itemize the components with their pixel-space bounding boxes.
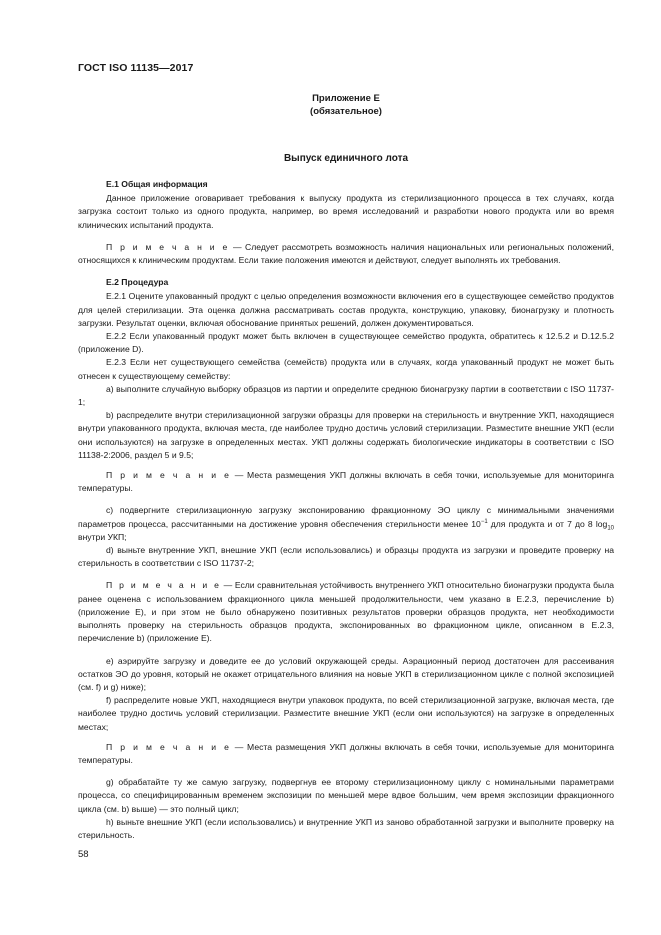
paragraph-e23: E.2.3 Если нет существующего семейства (семейств) продукта или в случаях, когда упакованный продукт не может быть отнесен к существующему семейству: <box>78 357 614 381</box>
item-f: f) распределите новые УКП, находящиеся внутри упаковок продукта, по всей стерилизационной загрузке, включая места, где наиболее трудно достичь условий стерилизации. Разместите внешние УКП (если они используются) на загрузке в определенных местах; <box>78 695 614 732</box>
section-e2-heading: E.2 Процедура <box>106 277 169 288</box>
note-1-text: — Следует рассмотреть возможность наличия национальных или региональных положений, относящихся к клиническим продуктам. Если такие положения имеются и действуют, следует выполнять их требования. <box>78 241 614 266</box>
note-label: П р и м е ч а н и е <box>106 741 232 752</box>
item-c-part-3: внутри УКП; <box>78 531 127 542</box>
paragraph-e22: E.2.2 Если упакованный продукт может быть включен в существующее семейство продукта, обратитесь к 12.5.2 и D.12.5.2 (приложение D). <box>78 331 614 355</box>
annex-heading <box>78 92 614 118</box>
item-e: e) аэрируйте загрузку и доведите ее до условий окружающей среды. Аэрационный период достаточен для рассеивания остатков ЭО до уровня, который не окажет отрицательного влияния на новые УКП в стерилизационном цикле с полной экспозицией (см. f) и g) ниже); <box>78 655 614 692</box>
note-label: П р и м е ч а н и е <box>106 241 230 252</box>
note-2-text: — Места размещения УКП должны включать в себя точки, используемые для мониторинга температуры. <box>78 470 614 494</box>
document-header: ГОСТ ISO 11135—2017 <box>78 62 194 74</box>
note-3-text: — Если сравнительная устойчивость внутреннего УКП относительно бионагрузки продукта была ранее оценена с использованием фракционного цикла меньшей продолжительности, чем указано в E.2.3, перечисление b) (приложение E), и при этом не было обнаружено позитивных результатов проверки образцов продукта, нет необходимости выполнять проверку на стерильность образцов продукта, экспонированных во фракционном цикле, описанном в E.2.3, перечисление b) (приложение E). <box>78 580 614 644</box>
item-c <box>78 504 614 544</box>
item-c-part-1: c) подвергните стерилизационную загрузку экспонированию фракционному ЭО циклу с минимальными значениями параметров процесса, рассчитанными на достижение уровня обеспечения стерильности менее 10 <box>78 505 614 529</box>
item-b: b) распределите внутри стерилизационной загрузки образцы для проверки на стерильность и внутренние УКП, находящиеся внутри упакованного продукта, включая места, где наиболее трудно достичь условий стерилизации. Разместите внешние УКП (если они используются) на загрузке в определенных местах. УКП должны содержать биологические индикаторы в соответствии с ISO 11138-2:2006, раздел 5 и 9.5; <box>78 410 614 460</box>
annex-body <box>78 178 614 842</box>
item-c-superscript: −1 <box>480 518 488 525</box>
annex-status: (обязательное) <box>310 106 382 117</box>
item-c-subscript: 10 <box>607 525 614 532</box>
note-1 <box>78 241 614 267</box>
note-label: П р и м е ч а н и е <box>106 470 232 481</box>
item-h: h) выньте внешние УКП (если использовались) и внутренние УКП из заново обработанной загрузки и выполните проверку на стерильность. <box>78 816 614 840</box>
note-3 <box>78 579 614 645</box>
note-label: П р и м е ч а н и е <box>106 580 222 591</box>
annex-title: Приложение E <box>312 93 380 104</box>
section-e1-text: Данное приложение оговаривает требования к выпуску продукта из стерилизационного процесса в тех случаях, когда загрузка состоит только из одного продукта, например, во время исследований и разработки нового продукта или во время клинических испытаний продукта. <box>78 193 614 230</box>
item-c-part-2: для продукта и от 7 до 8 log <box>487 518 608 529</box>
paragraph-e21: E.2.1 Оцените упакованный продукт с целью определения возможности включения его в существующее семейство продуктов для целей стерилизации. Эта оценка должна рассматривать состав продукта, конструкцию, упаковку, бионагрузку и плотность загрузки. Результат оценки, включая обоснование принятых решений, должен документироваться. <box>78 291 614 328</box>
item-d: d) выньте внутренние УКП, внешние УКП (если использовались) и образцы продукта из загрузки и проведите проверку на стерильность в соответствии с ISO 11737-2; <box>78 545 614 569</box>
annex-main-title: Выпуск единичного лота <box>283 153 409 164</box>
section-e1-heading: E.1 Общая информация <box>106 179 208 189</box>
item-g: g) обрабатайте ту же самую загрузку, подвергнув ее второму стерилизационному циклу с номинальными параметрами процесса, со специфицированным временем экспозиции по меньшей мере вдвое большим, чем время экспозиции фракционного цикла (см. b) выше) — это полный цикл; <box>78 777 614 814</box>
page-number: 58 <box>78 849 89 860</box>
item-a: a) выполните случайную выборку образцов из партии и определите среднюю бионагрузку партии в соответствии с ISO 11737-1; <box>78 383 614 408</box>
note-2 <box>78 469 614 495</box>
note-4 <box>78 741 614 767</box>
note-4-text: — Места размещения УКП должны включать в себя точки, используемые для мониторинга температуры. <box>78 741 614 765</box>
